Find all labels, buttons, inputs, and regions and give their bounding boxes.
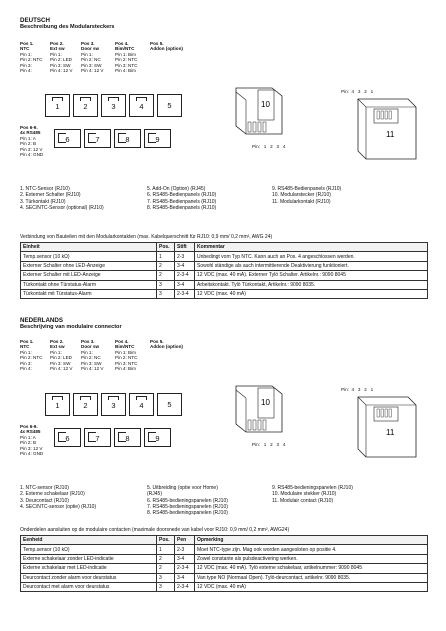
pos-heading: Pos 1. (20, 339, 34, 344)
jack-4 (129, 393, 154, 416)
column-header: Opmerking (195, 536, 428, 545)
pin-assignment: Pin 4: (20, 68, 32, 74)
legend-item: 10. Modulaire stekker (RJ10) (272, 491, 337, 498)
pos-column (81, 339, 103, 371)
pos69-subheading: 4x RS485 (20, 130, 41, 136)
table-row (21, 261, 428, 270)
table-caption-de: Verbindung von Bauteilen mit den Modularkontakten (max. Kabelquerschnitt für RJ10: 0,9 mm/ 0,2 mm², AWG 24) (20, 234, 273, 240)
jack-number: 9 (155, 434, 160, 443)
table-cell: 3 (157, 280, 175, 289)
jack-1 (45, 94, 70, 117)
table-cell: 12 VDC (max. 40 mA). Externer Tylö Schalter. Artikelnr.: 9090 8045 (195, 271, 428, 280)
legend-item: 11. Modularkontakt (RJ10) (272, 198, 331, 205)
pin-assignment: Pin 1: Bim (115, 349, 136, 355)
pos-subheading: Ext sw (50, 344, 65, 350)
column-header: Kommentar (195, 243, 428, 252)
modular-socket-diagram-nl (352, 393, 420, 463)
pin-assignment: Pin 1: (50, 51, 62, 57)
legend-item: 4. SEC/NTC-sensor (optie) (RJ10) (20, 503, 97, 510)
jack-9 (144, 428, 171, 447)
jack-8 (114, 129, 141, 148)
pin-assignment: Pin 3: (20, 62, 32, 68)
modular-plug-diagram-de (232, 82, 292, 142)
pos69-de (20, 125, 50, 169)
table-cell: 1 (157, 545, 175, 554)
table-cell: 1 (157, 252, 175, 261)
jack-latch (108, 97, 119, 101)
column-header: Stift (175, 243, 195, 252)
jack-7 (84, 129, 111, 148)
pin-assignment: Pin 1: (20, 349, 32, 355)
jack-number: 8 (125, 434, 130, 443)
language-heading-nl: NEDERLANDS (20, 317, 63, 324)
jack-number: 6 (65, 434, 70, 443)
table-row (21, 271, 428, 280)
table-caption-nl: Onderdelen aansluiten op de modulaire contacten (maximale doorsnede van kabel voor RJ10: 0,9 mm/ 0,2 mm², AWG24) (20, 527, 290, 533)
pos-column (20, 339, 42, 371)
jack-1 (45, 393, 70, 416)
table-cell: Sowohl ständige als auch intermittierende Deaktivierung funktioniert. (195, 261, 428, 270)
pin-assignment: Pin 1: A (20, 434, 36, 440)
jack-number: 7 (95, 434, 100, 443)
connection-table-nl (20, 535, 428, 592)
pos-column (81, 41, 103, 73)
pin-assignment: Pin 2: LED (50, 355, 72, 361)
jack-6 (54, 428, 81, 447)
pin-assignment: Pin 3: SW (50, 360, 71, 366)
language-heading-de: DEUTSCH (20, 17, 50, 24)
pos-column (115, 41, 137, 73)
jack-7 (84, 428, 111, 447)
pos-subheading: NTC (20, 46, 30, 52)
legend-item: 7. RS485-Bedienpanels (RJ10) (147, 198, 217, 205)
plug-number-11-nl: 11 (386, 428, 395, 437)
table-cell: 3-4 (175, 280, 195, 289)
table-cell: 2-3-4 (175, 564, 195, 573)
pin-table-de (20, 41, 240, 91)
table-row (21, 545, 428, 554)
legend-item: 9. RS485-Bedienpanels (RJ10) (272, 186, 342, 192)
connection-table-de (20, 242, 428, 299)
pin-label-top-nl: Pin: 4 3 2 1 (341, 387, 374, 392)
jack-latch (52, 97, 63, 101)
table-row (21, 289, 428, 298)
pin-assignment: Pin 3: NTC (115, 360, 138, 366)
table-cell: 3-4 (175, 554, 195, 563)
jack-latch (136, 97, 147, 101)
column-header: Eenheid (21, 536, 157, 545)
table-header-row (21, 243, 428, 252)
pin-assignment: Pin 1: (81, 51, 93, 57)
column-header: Pen (175, 536, 195, 545)
legend-item: 1. NTC-sensor (RJ10) (20, 485, 69, 491)
jack-number: 5 (167, 101, 172, 110)
pos-column (50, 41, 72, 73)
pin-assignment: Pin 3: SW (50, 62, 71, 68)
pin-assignment: Pin 4: (20, 366, 32, 372)
pos-heading: Pos 3. (81, 339, 95, 344)
legend-item: 11. Modulair contact (RJ10) (272, 497, 334, 504)
table-cell: 3 (157, 289, 175, 298)
pos-heading: Pos 4. (115, 41, 129, 46)
jack-number: 6 (65, 135, 70, 144)
legend-item: 4. SEC/NTC-Sensor (optional) (RJ10) (20, 204, 104, 211)
legend-column (147, 186, 216, 211)
section-title-de: Beschreibung des Modularsteckers (20, 24, 115, 31)
pos69-heading: Pos 6-9. (20, 424, 38, 429)
table-cell: 2-3 (175, 252, 195, 261)
jack-latch (80, 97, 91, 101)
pos-subheading: Bim/NTC (115, 344, 135, 350)
table-cell: Externer Schalter ohne LED-Anzeige (21, 261, 157, 270)
legend-item: (RJ45) (147, 491, 163, 498)
pos-subheading: Addon (option) (150, 344, 183, 350)
legend-item: 3. Türkontakt (RJ10) (20, 198, 66, 205)
pin-assignment: Pin 2: NC (81, 57, 101, 63)
pin-label-bottom-de: Pin: 1 2 3 4 (252, 144, 286, 149)
jack-row-top-nl (45, 393, 182, 416)
pos-subheading: Bim/NTC (115, 46, 135, 52)
legend-item: 6. RS485-bedieningspanelen (RJ10) (147, 497, 228, 504)
jack-latch (108, 396, 119, 400)
table-cell: 3-4 (175, 573, 195, 582)
legend-column (272, 186, 341, 205)
table-row (21, 554, 428, 563)
pin-assignment: Pin 4: 12 V (81, 366, 104, 372)
table-cell: Externer Schalter mit LED-Anzeige (21, 271, 157, 280)
jack-number: 9 (155, 135, 160, 144)
pin-assignment: Pin 3: 12 V (20, 445, 43, 451)
pin-assignment: Pin 4: Bim (115, 366, 136, 372)
column-header: Einheit (21, 243, 157, 252)
jack-number: 8 (125, 135, 130, 144)
table-cell: 12 VDC (max. 40 mA) (195, 289, 428, 298)
table-cell: 2 (157, 271, 175, 280)
jack-row-bottom-nl (54, 428, 171, 447)
table-cell: 3 (157, 582, 175, 591)
pin-assignment: Pin 2: NC (81, 355, 101, 361)
pos-column (150, 41, 183, 52)
jack-number: 4 (139, 401, 144, 410)
pin-assignment: Pin 2: LED (50, 57, 72, 63)
table-cell: Türkontakt ohne Türstatus-Alarm (21, 280, 157, 289)
pin-assignment: Pin 1: (20, 51, 32, 57)
jack-3 (101, 393, 126, 416)
pos-subheading: Ext sw (50, 46, 65, 52)
table-cell: Externe schakelaar zonder LED-indicatie (21, 554, 157, 563)
table-cell: 3-4 (175, 261, 195, 270)
table-header-row (21, 536, 428, 545)
pin-assignment: Pin 2: B (20, 141, 37, 147)
table-block-nl (20, 527, 428, 592)
jack-2 (73, 393, 98, 416)
table-cell: 2-3-4 (175, 289, 195, 298)
jack-4 (129, 94, 154, 117)
jack-6 (54, 129, 81, 148)
section-title-nl: Beschrijving van modulaire connector (20, 324, 122, 331)
jack-number: 3 (111, 102, 116, 111)
table-row (21, 252, 428, 261)
pin-assignment: Pin 4: 12 V (50, 68, 73, 74)
pin-assignment: Pin 1: Bim (115, 51, 136, 57)
legend-column (20, 186, 104, 211)
jack-latch (52, 396, 63, 400)
legend-item: 3. Deurcontact (RJ10) (20, 497, 69, 504)
table-cell: Van type NO (Normaal Open). Tylö-deurcontact, artikelnr. 9090 8035. (195, 573, 428, 582)
pin-assignment: Pin 1: (81, 349, 93, 355)
modular-socket-diagram-de (352, 95, 420, 165)
table-block-de (20, 234, 428, 299)
pos-column (20, 41, 42, 73)
jack-number: 5 (167, 400, 172, 409)
table-cell: 2 (157, 554, 175, 563)
section-nl (20, 317, 428, 331)
legend-item: 8. RS485-bedieningspanelen (RJ10) (147, 510, 228, 516)
pos-subheading: Door sw (81, 46, 100, 52)
pin-label-bottom-nl: Pin: 1 2 3 4 (252, 442, 286, 447)
pos-column (150, 339, 183, 350)
jack-number: 4 (139, 102, 144, 111)
pin-assignment: Pin 2: NTC (115, 57, 138, 63)
pos-column (115, 339, 137, 371)
table-row (21, 280, 428, 289)
table-cell: Moet NTC-type zijn. Mag ook worden aangesloten op positie 4. (195, 545, 428, 554)
legend-item: 8. RS485-Bedienpanels (RJ10) (147, 204, 217, 211)
table-cell: 12 VDC (max. 40 mA) (195, 582, 428, 591)
modular-plug-diagram-nl (232, 380, 292, 440)
pin-assignment: Pin 1: A (20, 135, 36, 141)
jack-8 (114, 428, 141, 447)
jack-number: 2 (83, 401, 88, 410)
pin-assignment: Pin 3: SW (81, 360, 102, 366)
table-cell: 2-3-4 (175, 271, 195, 280)
pin-assignment: Pin 2: NTC (115, 355, 138, 361)
jack-number: 2 (83, 102, 88, 111)
jack-3 (101, 94, 126, 117)
pos69-nl (20, 424, 50, 468)
table-cell: Externe schakelaar met LED-indicatie (21, 564, 157, 573)
jack-number: 1 (55, 102, 60, 111)
table-cell: Zowel constante als pulsdeactivering werken. (195, 554, 428, 563)
table-row (21, 564, 428, 573)
pin-assignment: Pin 2: NTC (20, 355, 43, 361)
pin-label-top-de: Pin: 4 3 2 1 (341, 89, 374, 94)
plug-number-10-nl: 10 (261, 398, 270, 407)
pos-heading: Pos 5. (150, 41, 164, 46)
table-cell: Deurcontact met alarm voor deurstatus (21, 582, 157, 591)
pos-subheading: Door sw (81, 344, 100, 350)
legend-item: 6. RS485-Bedienpanels (RJ10) (147, 192, 217, 199)
table-cell: 2-3 (175, 545, 195, 554)
table-cell: Arbeitskontakt. Tylö Türkontakt, Artikelnr.: 9090 8035. (195, 280, 428, 289)
table-cell: Unbedingt vom Typ NTC. Kann auch an Pos. 4 angeschlossen werden. (195, 252, 428, 261)
legend-item: 1. NTC-Sensor (RJ10) (20, 186, 70, 192)
table-cell: Temp.sensor (10 kΩ) (21, 252, 157, 261)
plug-number-10-de: 10 (261, 100, 270, 109)
legend-item: 2. Externe schakelaar (RJ10) (20, 491, 85, 498)
jack-number: 3 (111, 401, 116, 410)
column-header: Pos. (157, 536, 175, 545)
jack-5 (157, 393, 182, 416)
legend-column (147, 485, 228, 516)
pos-column (50, 339, 72, 371)
table-cell: 2 (157, 261, 175, 270)
jack-5 (157, 94, 182, 117)
pin-assignment: Pin 4: GND (20, 152, 44, 158)
jack-latch (80, 396, 91, 400)
table-cell: 3 (157, 573, 175, 582)
pos-subheading: Addon (option) (150, 46, 183, 52)
plug-number-11-de: 11 (386, 130, 395, 139)
section-de (20, 17, 428, 31)
legend-item: 7. RS485-bedieningspanelen (RJ10) (147, 503, 228, 510)
pos-heading: Pos 3. (81, 41, 95, 46)
jack-row-top-de (45, 94, 182, 117)
pos69-subheading: 4x RS485 (20, 429, 41, 435)
table-cell: Türkontakt mit Türstatus-Alarm (21, 289, 157, 298)
jack-9 (144, 129, 171, 148)
legend-item: 5. Add-On (Option) (RJ45) (147, 186, 206, 192)
jack-row-bottom-de (54, 129, 171, 148)
pin-assignment: Pin 3: NTC (115, 62, 138, 68)
table-cell: 2-3-4 (175, 582, 195, 591)
table-cell: Deurcontact zonder alarm voor deurstatus (21, 573, 157, 582)
legend-item: 5. Uitbreiding (optie voor Home) (147, 485, 218, 491)
pos-heading: Pos 2. (50, 41, 64, 46)
jack-latch (136, 396, 147, 400)
table-row (21, 582, 428, 591)
table-cell: 12 VDC (max. 40 mA). Tylö externe schakelaar, artikelnummer: 9090 8045 (195, 564, 428, 573)
pos-heading: Pos 1. (20, 41, 34, 46)
jack-2 (73, 94, 98, 117)
pin-assignment: Pin 3: (20, 360, 32, 366)
pin-table-nl (20, 339, 240, 389)
pin-assignment: Pin 4: 12 V (81, 68, 104, 74)
legend-column (20, 485, 96, 510)
pin-assignment: Pin 4: 12 V (50, 366, 73, 372)
pos-heading: Pos 5. (150, 339, 164, 344)
pin-assignment: Pin 3: 12 V (20, 146, 43, 152)
pos-heading: Pos 4. (115, 339, 129, 344)
pin-assignment: Pin 4: GND (20, 451, 44, 457)
table-cell: Temp.sensor (10 kΩ) (21, 545, 157, 554)
legend-item: 2. Externer Schalter (RJ10) (20, 192, 81, 199)
jack-number: 1 (55, 401, 60, 410)
column-header: Pos. (157, 243, 175, 252)
pin-assignment: Pin 2: NTC (20, 57, 43, 63)
jack-number: 7 (95, 135, 100, 144)
table-row (21, 573, 428, 582)
table-cell: 2 (157, 564, 175, 573)
pos-heading: Pos 2. (50, 339, 64, 344)
pos-subheading: NTC (20, 344, 30, 350)
legend-column (272, 485, 353, 504)
legend-item: 10. Modularstecker (RJ10) (272, 192, 331, 199)
pos69-heading: Pos 6-9. (20, 125, 38, 130)
pin-assignment: Pin 3: SW (81, 62, 102, 68)
pin-assignment: Pin 4: Bim (115, 68, 136, 74)
legend-item: 9. RS485-bedieningspanelen (RJ10) (272, 485, 353, 491)
pin-assignment: Pin 2: B (20, 440, 37, 446)
pin-assignment: Pin 1: (50, 349, 62, 355)
